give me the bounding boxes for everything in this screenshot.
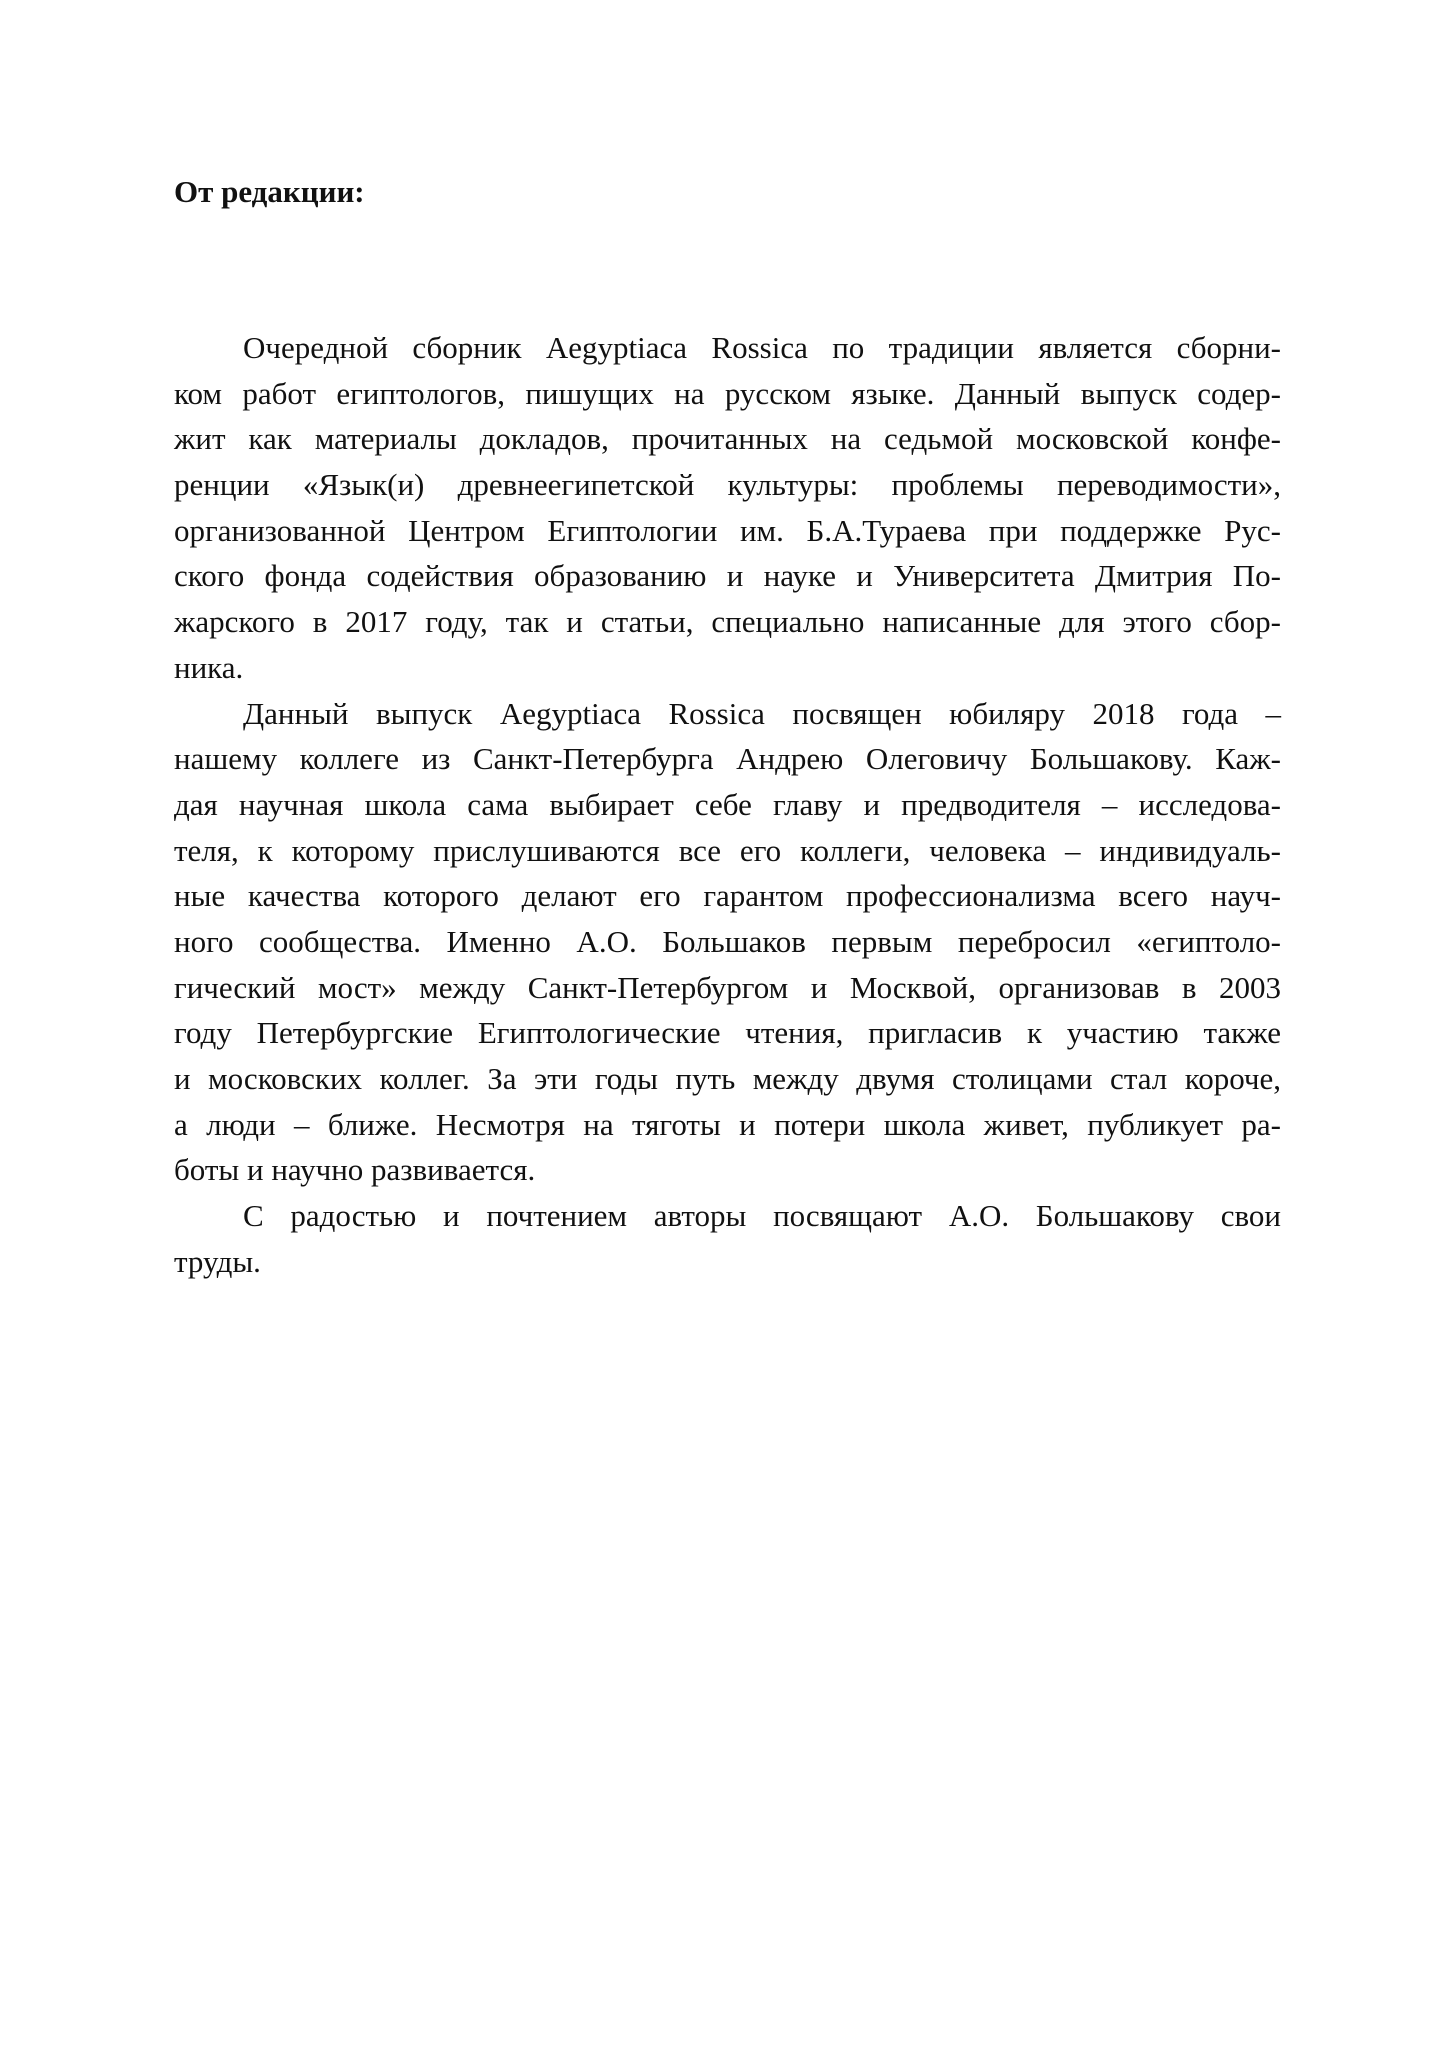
text-line: теля, к которому прислушиваются все его коллеги, человека – индивидуаль- xyxy=(174,832,1281,868)
paragraph xyxy=(174,691,1281,1194)
paragraph xyxy=(174,1193,1281,1284)
page-heading: От редакции: xyxy=(174,174,365,209)
text-line: гический мост» между Санкт-Петербургом и Москвой, организовав в 2003 xyxy=(174,969,1281,1005)
text-line: году Петербургские Египтологические чтения, пригласив к участию также xyxy=(174,1015,1281,1051)
text-line: и московских коллег. За эти годы путь между двумя столицами стал короче, xyxy=(174,1061,1281,1096)
text-line: жит как материалы докладов, прочитанных на седьмой московской конфе- xyxy=(174,421,1281,457)
text-line: С радостью и почтением авторы посвящают А.О. Большакову свои xyxy=(243,1198,1281,1234)
text-line: ренции «Язык(и) древнеегипетской культуры: проблемы переводимости», xyxy=(174,467,1281,503)
text-line: нашему коллеге из Санкт-Петербурга Андрею Олеговичу Большакову. Каж- xyxy=(174,741,1281,777)
text-line: боты и научно развивается. xyxy=(174,1152,536,1188)
text-line: жарского в 2017 году, так и статьи, специально написанные для этого сбор- xyxy=(174,604,1281,640)
document-body xyxy=(174,325,1281,1284)
text-line: ного сообщества. Именно А.О. Большаков первым перебросил «египтоло- xyxy=(174,923,1281,959)
text-line: Данный выпуск Aegyptiaca Rossica посвящен юбиляру 2018 года – xyxy=(243,695,1281,731)
text-line: ные качества которого делают его гарантом профессионализма всего науч- xyxy=(174,878,1281,914)
text-line: а люди – ближе. Несмотря на тяготы и потери школа живет, публикует ра- xyxy=(174,1106,1281,1142)
text-line: дая научная школа сама выбирает себе главу и предводителя – исследова- xyxy=(174,786,1281,822)
text-line: организованной Центром Египтологии им. Б.А.Тураева при поддержке Рус- xyxy=(174,512,1281,548)
text-line: ского фонда содействия образованию и науке и Университета Дмитрия По- xyxy=(174,558,1281,594)
text-line: Очередной сборник Aegyptiaca Rossica по традиции является сборни- xyxy=(243,330,1281,365)
text-line: труды. xyxy=(174,1243,261,1279)
text-line: ком работ египтологов, пишущих на русском языке. Данный выпуск содер- xyxy=(174,375,1281,411)
text-line: ника. xyxy=(174,649,244,685)
paragraph xyxy=(174,325,1281,691)
